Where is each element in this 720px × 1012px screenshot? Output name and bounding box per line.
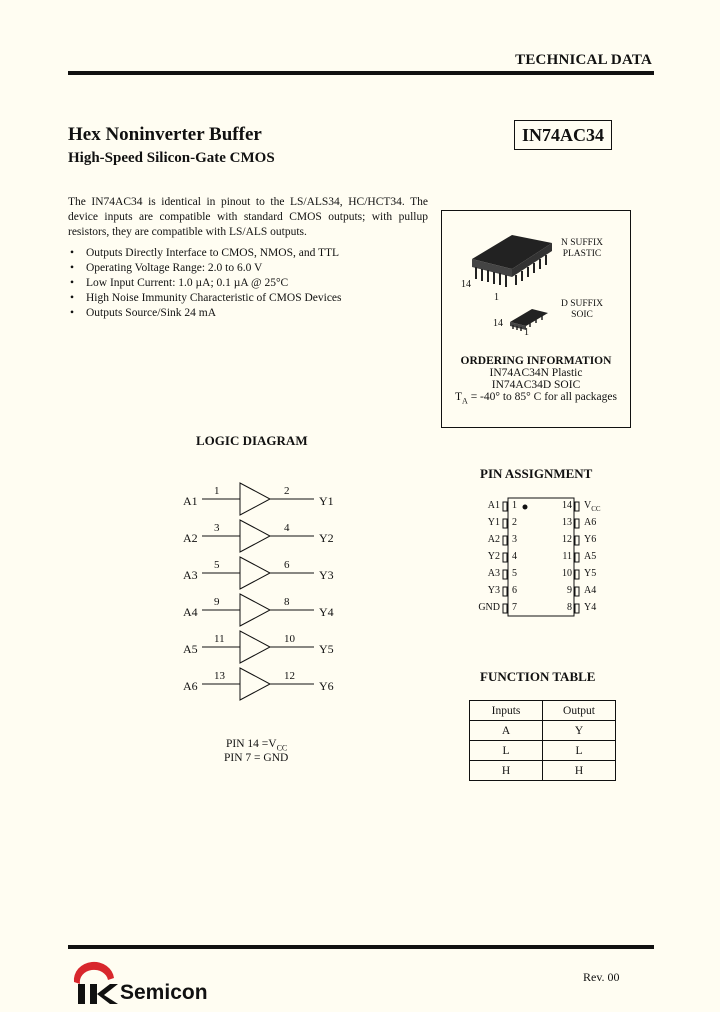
table-cell: Y — [543, 721, 616, 741]
feature-item: • Low Input Current: 1.0 µA; 0.1 µA @ 25°C — [68, 276, 428, 291]
gate-input-label: A5 — [183, 642, 198, 656]
ordering-info — [442, 355, 630, 405]
feature-item: • Outputs Source/Sink 24 mA — [68, 306, 428, 321]
logo-text: Semicon — [120, 981, 208, 1004]
table-cell: L — [470, 741, 543, 761]
logo-mark-icon — [70, 960, 122, 1008]
pin-name-vcc: $V_{CC}$ — [584, 500, 601, 513]
package-ordering-box — [441, 210, 631, 428]
pin-name: GND — [478, 602, 500, 613]
revision-label: Rev. 00 — [583, 970, 620, 984]
pin-number: 12 — [562, 534, 572, 545]
gate-input-pin: 11 — [214, 633, 225, 645]
table-cell: A — [470, 721, 543, 741]
pin-number: 2 — [512, 517, 517, 528]
pin14-note: PIN $14 =V_{CC}$ — [226, 738, 288, 753]
gate-output-label: Y4 — [319, 605, 334, 619]
description: The IN74AC34 is identical in pinout to the LS/ALS34, HC/HCT34. The device inputs are compatible with standard CMOS outputs; with pullup resistors, they are compatible with LS/ALS outputs. — [68, 196, 428, 238]
gate-input-pin: 5 — [214, 559, 220, 571]
gate-input-pin: 3 — [214, 522, 220, 534]
feature-item: • Outputs Directly Interface to CMOS, NMOS, and TTL — [68, 246, 428, 261]
company-logo — [70, 960, 270, 1008]
dip-pin1-label: 1 — [494, 292, 499, 303]
pin-name: A2 — [487, 534, 500, 545]
soic-pin1-label: 1 — [524, 327, 529, 338]
gate-input-label: A4 — [183, 605, 198, 619]
header-rule — [68, 71, 654, 75]
gate-input-label: A3 — [183, 568, 198, 582]
d-suffix-label: D SUFFIX SOIC — [561, 299, 603, 320]
feature-list — [68, 246, 428, 321]
pin-name: Y3 — [487, 585, 500, 596]
ordering-line-soic: IN74AC34D SOIC — [491, 379, 581, 391]
pin-name: Y6 — [584, 534, 597, 545]
ordering-title: ORDERING INFORMATION — [460, 355, 612, 367]
pin-name: A4 — [584, 585, 597, 596]
pin-number: 13 — [562, 517, 572, 528]
part-number-box: IN74AC34 — [514, 120, 612, 150]
gate-input-pin: 9 — [214, 596, 220, 608]
pin-name: A5 — [584, 551, 597, 562]
gate-output-pin: 10 — [284, 633, 295, 645]
gate-output-pin: 4 — [284, 522, 290, 534]
gate-output-pin: 6 — [284, 559, 290, 571]
gate-output-label: Y3 — [319, 568, 334, 582]
gate-input-pin: 13 — [214, 670, 225, 682]
table-subheader-row — [470, 721, 616, 741]
table-row — [470, 741, 616, 761]
gate-input-label: A1 — [183, 494, 198, 508]
page-subtitle: High-Speed Silicon-Gate CMOS — [68, 150, 275, 166]
function-table-title: FUNCTION TABLE — [480, 669, 596, 684]
pin-number: 7 — [512, 602, 517, 613]
feature-item: • Operating Voltage Range: 2.0 to 6.0 V — [68, 261, 428, 276]
pin-number: 14 — [562, 500, 572, 511]
pin-name: A1 — [487, 500, 500, 511]
table-cell: H — [543, 761, 616, 781]
page-title: Hex Noninverter Buffer — [68, 124, 262, 145]
logic-diagram-title: LOGIC DIAGRAM — [196, 433, 308, 448]
pin-number: 4 — [512, 551, 517, 562]
gate-output-label: Y2 — [319, 531, 334, 545]
pin-number: 9 — [567, 585, 572, 596]
gate-output-pin: 12 — [284, 670, 295, 682]
feature-item: • High Noise Immunity Characteristic of CMOS Devices — [68, 291, 428, 306]
ordering-line-plastic: IN74AC34N Plastic — [489, 367, 583, 379]
header-label: TECHNICAL DATA — [515, 52, 652, 68]
pin-name: Y1 — [487, 517, 500, 528]
table-header-row — [470, 701, 616, 721]
pin-name: A6 — [584, 517, 597, 528]
footer-rule — [68, 945, 654, 949]
table-header-cell: Inputs — [470, 701, 543, 721]
buffer-gates-drawing — [178, 482, 348, 707]
gate-output-pin: 2 — [284, 485, 290, 497]
pin-assignment-title: PIN ASSIGNMENT — [480, 466, 593, 481]
pin-number: 6 — [512, 585, 517, 596]
pin-number: 1 — [512, 500, 517, 511]
pin-assignment-diagram — [474, 497, 624, 617]
table-header-cell: Output — [543, 701, 616, 721]
logic-diagram — [178, 482, 348, 707]
soic-pin14-label: 14 — [493, 318, 503, 329]
pin-name: Y5 — [584, 568, 597, 579]
table-row — [470, 761, 616, 781]
pin-number: 8 — [567, 602, 572, 613]
pin-number: 11 — [562, 551, 572, 562]
dip-package-icon — [472, 235, 552, 287]
pin-number: 5 — [512, 568, 517, 579]
pin-number: 3 — [512, 534, 517, 545]
gate-output-pin: 8 — [284, 596, 290, 608]
pin-name: Y2 — [487, 551, 500, 562]
pin7-note: PIN 7 = GND — [224, 752, 289, 764]
dip-pin14-label: 14 — [461, 279, 471, 290]
table-cell: L — [543, 741, 616, 761]
pin-number: 10 — [562, 568, 572, 579]
gate-input-pin: 1 — [214, 485, 220, 497]
pin-name: Y4 — [584, 602, 597, 613]
gate-output-label: Y5 — [319, 642, 334, 656]
soic-package-icon — [510, 309, 548, 331]
n-suffix-label: N SUFFIX PLASTIC — [561, 238, 603, 259]
gate-input-label: A2 — [183, 531, 198, 545]
package-illustrations — [460, 219, 570, 339]
gate-input-label: A6 — [183, 679, 198, 693]
ordering-temp-range: $T_A = -40^\circ$ to 85° C for all packages — [455, 391, 617, 406]
function-table — [469, 700, 616, 781]
table-cell: H — [470, 761, 543, 781]
gate-output-label: Y6 — [319, 679, 334, 693]
pin-name: A3 — [487, 568, 500, 579]
gate-output-label: Y1 — [319, 494, 334, 508]
